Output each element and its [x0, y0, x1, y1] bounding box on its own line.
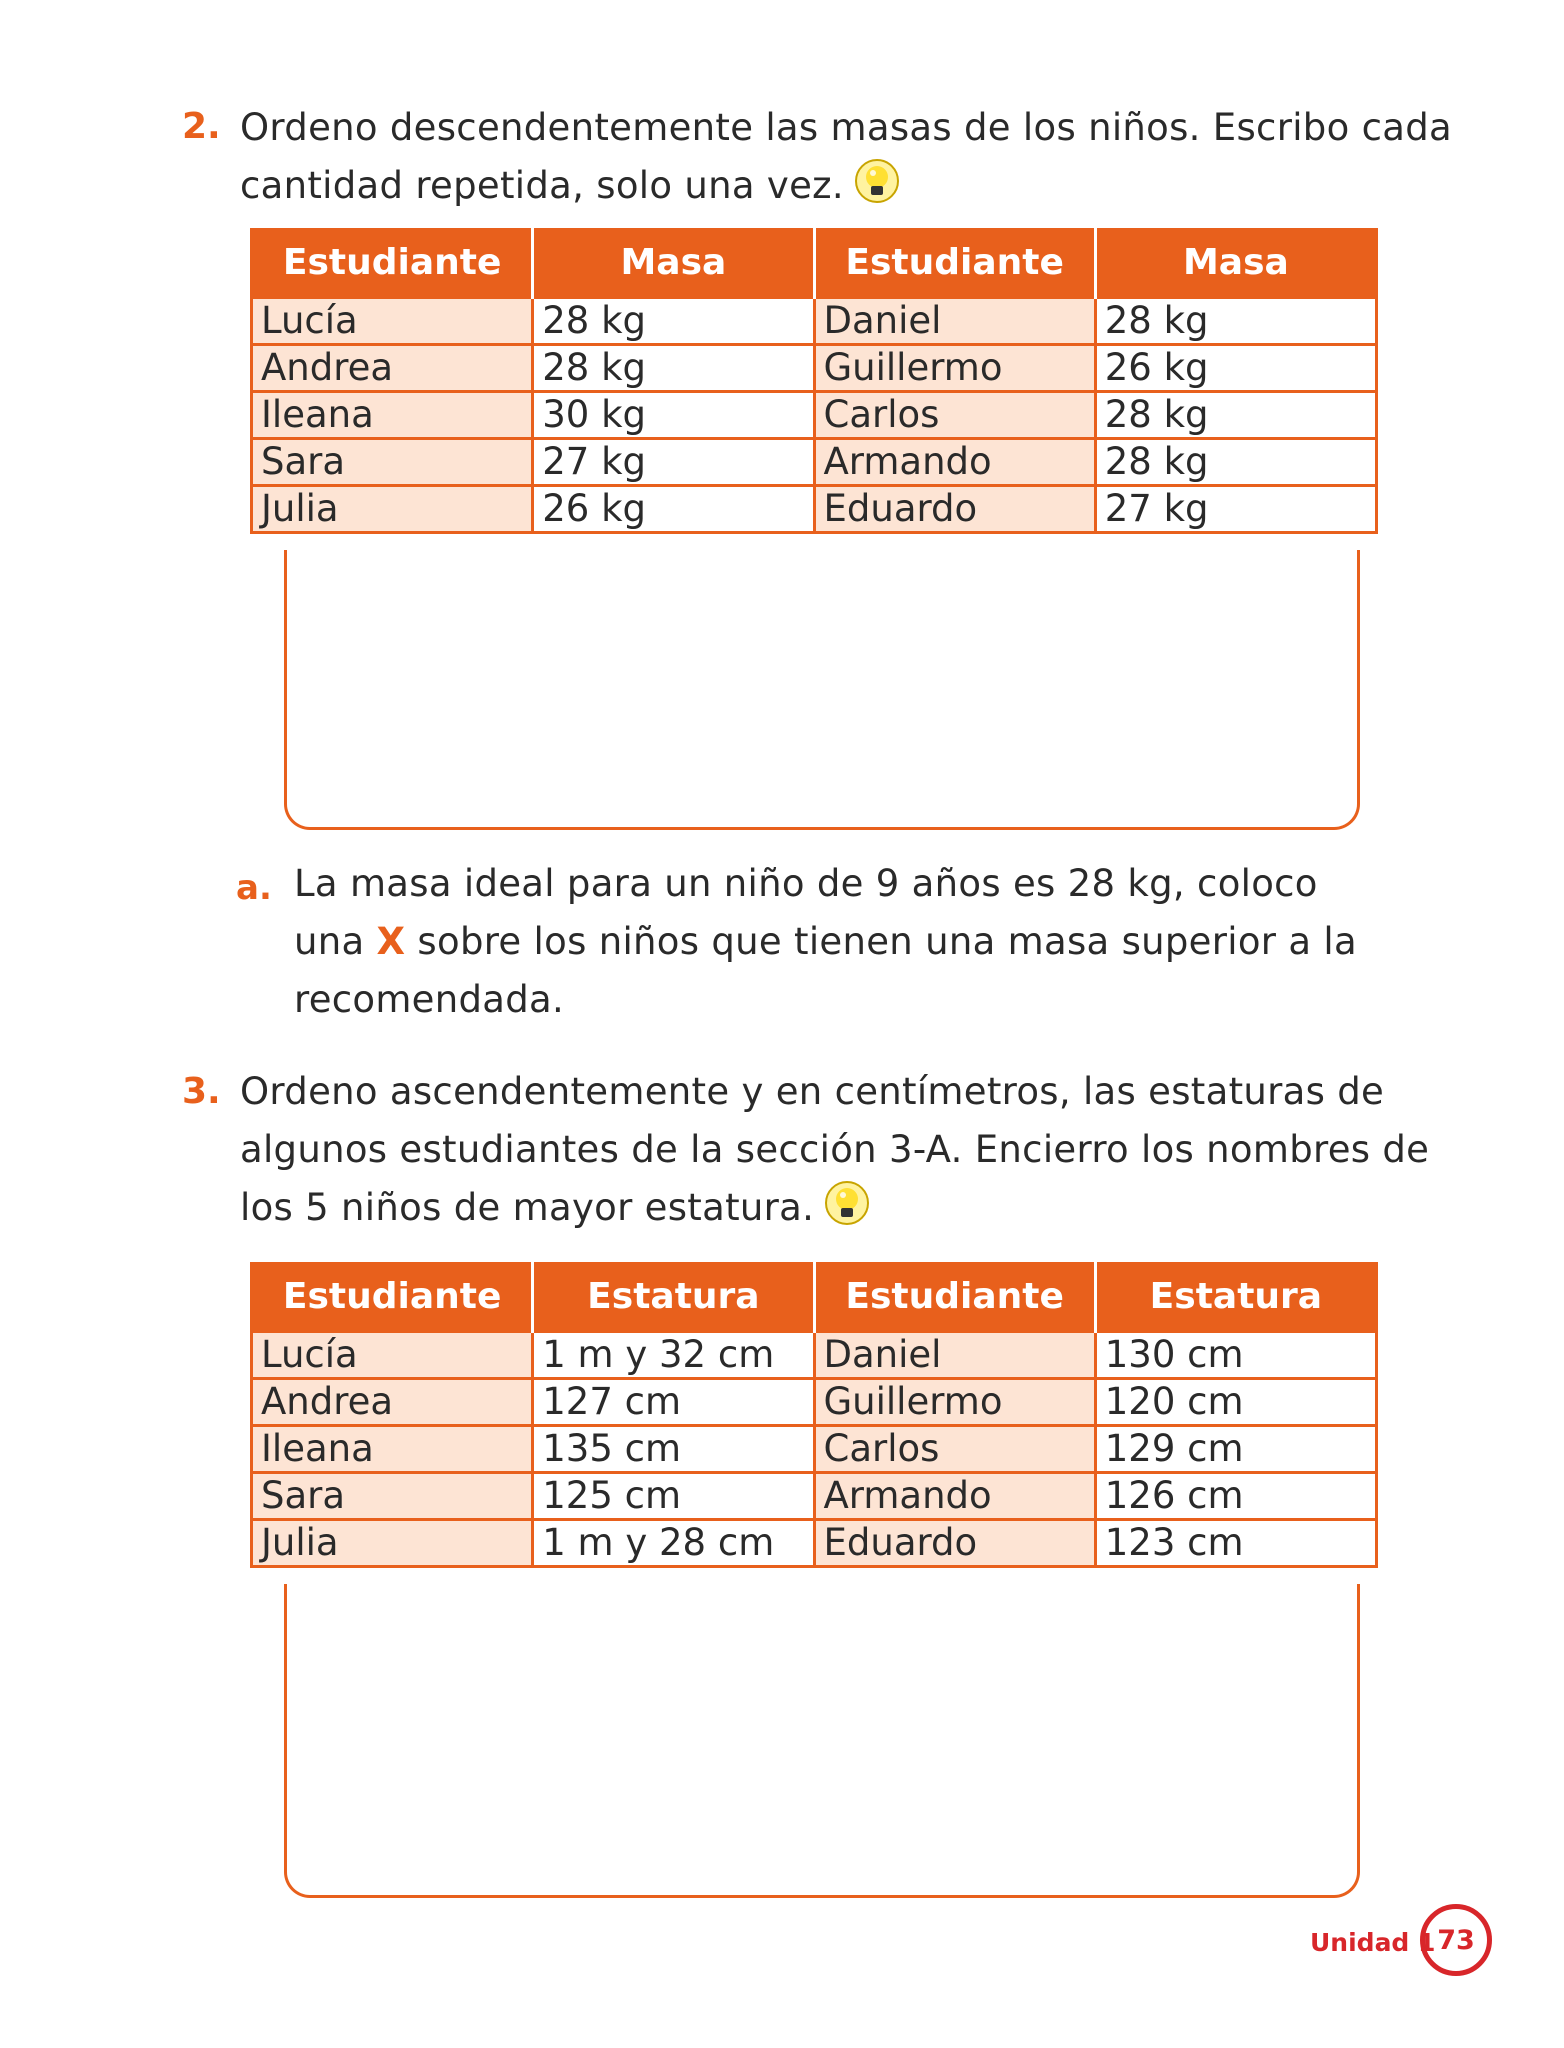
student-mass: 28 kg [533, 298, 814, 345]
student-name: Ileana [252, 392, 533, 439]
student-height: 130 cm [1095, 1332, 1376, 1379]
page-number: 73 [1437, 1924, 1475, 1956]
student-name: Lucía [252, 1332, 533, 1379]
table-row [252, 1332, 1377, 1379]
masses-table [250, 228, 1378, 534]
student-mass: 26 kg [533, 486, 814, 533]
table-row [252, 345, 1377, 392]
student-name: Lucía [252, 298, 533, 345]
student-height: 120 cm [1095, 1379, 1376, 1426]
student-name: Sara [252, 439, 533, 486]
student-mass: 28 kg [1095, 298, 1376, 345]
exercise-2-number: 2. [182, 106, 221, 147]
sub-a-line-2: una X sobre los niños que tienen una masa superior a la [294, 920, 1357, 963]
table-row [252, 298, 1377, 345]
table-row [252, 486, 1377, 533]
exercise-2-instructions [240, 99, 1452, 215]
lightbulb-icon [824, 1180, 870, 1226]
exercise-3-line-1: Ordeno ascendentemente y en centímetros, las estaturas de [240, 1070, 1385, 1113]
student-mass: 27 kg [533, 439, 814, 486]
x-mark: X [376, 920, 406, 963]
student-height: 135 cm [533, 1426, 814, 1473]
table-row [252, 1473, 1377, 1520]
exercise-3-line-2: algunos estudiantes de la sección 3-A. Encierro los nombres de [240, 1128, 1430, 1171]
student-name: Daniel [814, 1332, 1095, 1379]
header-height: Estatura [533, 1262, 814, 1332]
student-name: Andrea [252, 345, 533, 392]
header-student: Estudiante [814, 1262, 1095, 1332]
student-mass: 30 kg [533, 392, 814, 439]
table-row [252, 1520, 1377, 1567]
student-height: 125 cm [533, 1473, 814, 1520]
student-name: Eduardo [814, 1520, 1095, 1567]
student-height: 127 cm [533, 1379, 814, 1426]
unit-label: Unidad 1 [1310, 1928, 1436, 1957]
exercise-3-instructions [240, 1063, 1429, 1237]
header-student: Estudiante [252, 1262, 533, 1332]
table-row [252, 439, 1377, 486]
student-name: Armando [814, 439, 1095, 486]
student-name: Daniel [814, 298, 1095, 345]
student-name: Carlos [814, 392, 1095, 439]
page-number-badge [1420, 1904, 1492, 1976]
exercise-2-line-2: cantidad repetida, solo una vez. [240, 157, 1452, 215]
student-height: 1 m y 32 cm [533, 1332, 814, 1379]
student-name: Ileana [252, 1426, 533, 1473]
heights-table [250, 1262, 1378, 1568]
student-name: Julia [252, 1520, 533, 1567]
lightbulb-icon [854, 158, 900, 204]
student-height: 126 cm [1095, 1473, 1376, 1520]
sub-question-a [294, 855, 1357, 1029]
sub-question-letter: a. [236, 868, 272, 908]
student-mass: 28 kg [1095, 392, 1376, 439]
answer-box-exercise-2[interactable] [284, 550, 1360, 830]
answer-box-exercise-3[interactable] [284, 1584, 1360, 1898]
student-name: Guillermo [814, 345, 1095, 392]
student-name: Sara [252, 1473, 533, 1520]
student-mass: 26 kg [1095, 345, 1376, 392]
header-mass: Masa [1095, 228, 1376, 298]
table-row [252, 1426, 1377, 1473]
student-height: 1 m y 28 cm [533, 1520, 814, 1567]
sub-a-line-1: La masa ideal para un niño de 9 años es 28 kg, coloco [294, 862, 1318, 905]
student-name: Andrea [252, 1379, 533, 1426]
header-student: Estudiante [814, 228, 1095, 298]
student-height: 129 cm [1095, 1426, 1376, 1473]
table-header-row [252, 1262, 1377, 1332]
student-mass: 28 kg [1095, 439, 1376, 486]
header-height: Estatura [1095, 1262, 1376, 1332]
table-header-row [252, 228, 1377, 298]
student-name: Carlos [814, 1426, 1095, 1473]
sub-a-line-3: recomendada. [294, 978, 565, 1021]
header-student: Estudiante [252, 228, 533, 298]
student-mass: 27 kg [1095, 486, 1376, 533]
exercise-3-line-3: los 5 niños de mayor estatura. [240, 1179, 1429, 1237]
exercise-2-line-1: Ordeno descendentemente las masas de los niños. Escribo cada [240, 106, 1452, 149]
student-mass: 28 kg [533, 345, 814, 392]
student-name: Julia [252, 486, 533, 533]
table-row [252, 392, 1377, 439]
student-name: Eduardo [814, 486, 1095, 533]
header-mass: Masa [533, 228, 814, 298]
exercise-3-number: 3. [182, 1071, 221, 1112]
student-height: 123 cm [1095, 1520, 1376, 1567]
student-name: Guillermo [814, 1379, 1095, 1426]
student-name: Armando [814, 1473, 1095, 1520]
table-row [252, 1379, 1377, 1426]
